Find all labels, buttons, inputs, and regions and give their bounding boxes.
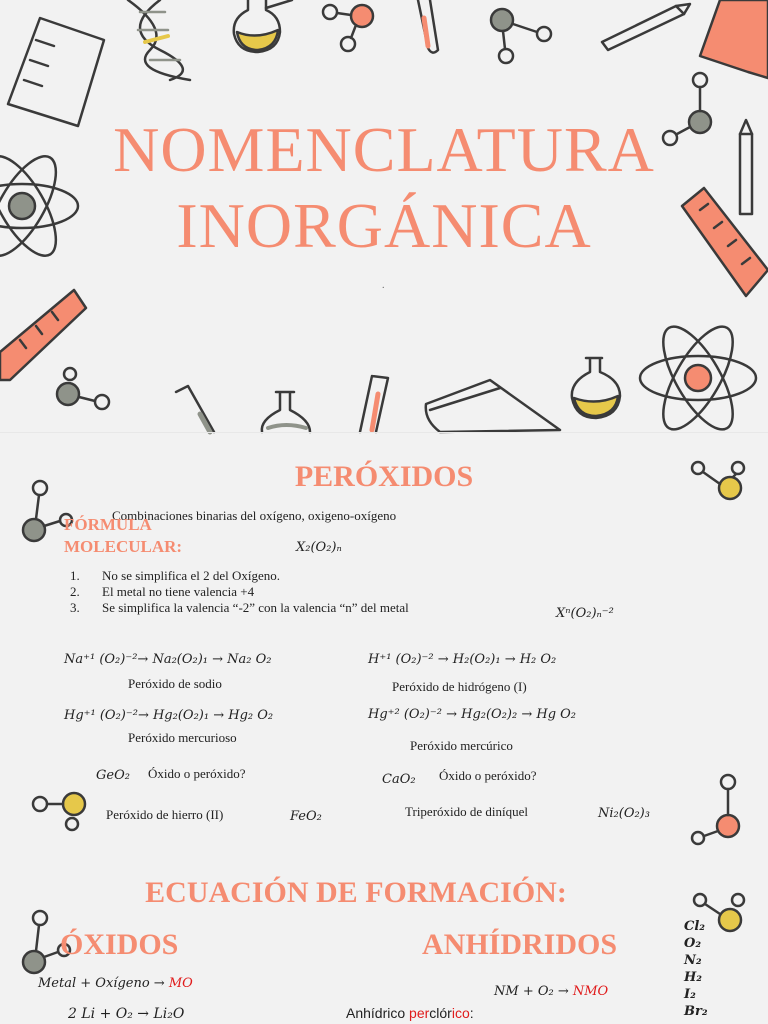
oxido-example: 2 Li + O₂ → Li₂O bbox=[68, 1006, 185, 1022]
molecule-icon bbox=[57, 368, 109, 409]
beaker-icon bbox=[8, 18, 104, 126]
list-item: 1. No se simplifica el 2 del Oxígeno. bbox=[70, 568, 280, 583]
anhidrido-equation: NM + O₂ → NMO bbox=[494, 984, 609, 999]
test-tube-icon bbox=[360, 376, 388, 432]
diatomic-gases-list bbox=[684, 918, 708, 1020]
oxido-equation: Metal + Oxígeno → MO bbox=[38, 976, 193, 991]
exercise-name: Peróxido de hierro (II) bbox=[106, 807, 224, 822]
rules-list bbox=[70, 568, 409, 616]
question-formula: CaO₂ bbox=[382, 772, 416, 787]
molecule-icon bbox=[491, 9, 551, 63]
question-text: Óxido o peróxido? bbox=[148, 766, 246, 781]
molecule-icon bbox=[323, 5, 373, 51]
example-name: Peróxido mercúrico bbox=[410, 738, 513, 753]
formacion-heading: ECUACIÓN DE FORMACIÓN: bbox=[145, 876, 567, 909]
molecule-icon bbox=[33, 793, 85, 830]
peroxidos-definition: Combinaciones binarias del oxígeno, oxigeno-oxígeno bbox=[112, 508, 397, 523]
test-tube-icon bbox=[418, 0, 438, 53]
exercise-name: Triperóxido de diníquel bbox=[405, 804, 529, 819]
example-name: Peróxido de sodio bbox=[128, 676, 222, 691]
list-item: 3. Se simplifica la valencia “-2” con la valencia “n” del metal bbox=[70, 600, 409, 615]
molecule-icon bbox=[692, 775, 739, 844]
list-item: N₂ bbox=[684, 953, 702, 968]
list-item: Cl₂ bbox=[684, 919, 705, 934]
formula-label-line-1: FÓRMULA bbox=[64, 515, 152, 534]
anhidridos-heading: ANHÍDRIDOS bbox=[422, 928, 618, 961]
exercise-formula: FeO₂ bbox=[290, 809, 322, 824]
example-name: Peróxido de hidrógeno (I) bbox=[392, 679, 527, 694]
title-line-2: INORGÁNICA bbox=[176, 190, 592, 261]
example-name: Peróxido mercurioso bbox=[128, 730, 237, 745]
example-equation: Hg⁺² (O₂)⁻² → Hg₂(O₂)₂ → Hg O₂ bbox=[368, 707, 577, 722]
flask-icon bbox=[262, 392, 310, 432]
question-text: Óxido o peróxido? bbox=[439, 768, 537, 783]
example-equation: Na⁺¹ (O₂)⁻²→ Na₂(O₂)₁ → Na₂ O₂ bbox=[64, 652, 272, 667]
flask-icon bbox=[572, 358, 620, 418]
dna-icon bbox=[128, 0, 190, 80]
title-dot: . bbox=[382, 280, 385, 291]
question-formula: GeO₂ bbox=[96, 768, 130, 783]
anhidrido-name: Anhídrico perclórico: bbox=[346, 1005, 474, 1021]
atom-icon bbox=[640, 317, 756, 439]
list-item: O₂ bbox=[684, 936, 702, 951]
formula-label-line-2: MOLECULAR: bbox=[64, 537, 183, 556]
general-formula: Xⁿ(O₂)ₙ⁻² bbox=[556, 606, 614, 621]
list-item: I₂ bbox=[684, 987, 696, 1002]
book-icon bbox=[426, 380, 560, 432]
ruler-icon bbox=[700, 0, 768, 78]
flask-icon bbox=[234, 0, 292, 52]
oxidos-heading: ÓXIDOS bbox=[60, 928, 179, 961]
list-item: 2. El metal no tiene valencia +4 bbox=[70, 584, 255, 599]
section-divider bbox=[0, 432, 768, 433]
example-equation: H⁺¹ (O₂)⁻² → H₂(O₂)₁ → H₂ O₂ bbox=[368, 652, 557, 667]
list-item: Br₂ bbox=[684, 1004, 708, 1019]
exercise-formula: Ni₂(O₂)₃ bbox=[598, 806, 650, 821]
ruler-icon bbox=[0, 290, 86, 380]
example-equation: Hg⁺¹ (O₂)⁻²→ Hg₂(O₂)₁ → Hg₂ O₂ bbox=[64, 708, 274, 723]
peroxidos-heading: PERÓXIDOS bbox=[294, 460, 474, 493]
pencil-icon bbox=[602, 4, 690, 50]
test-tube-icon bbox=[176, 386, 214, 432]
formula-label bbox=[64, 514, 182, 558]
title-line-1: NOMENCLATURA bbox=[113, 114, 655, 185]
list-item: H₂ bbox=[684, 970, 702, 985]
molecular-formula: X₂(O₂)ₙ bbox=[296, 540, 342, 555]
